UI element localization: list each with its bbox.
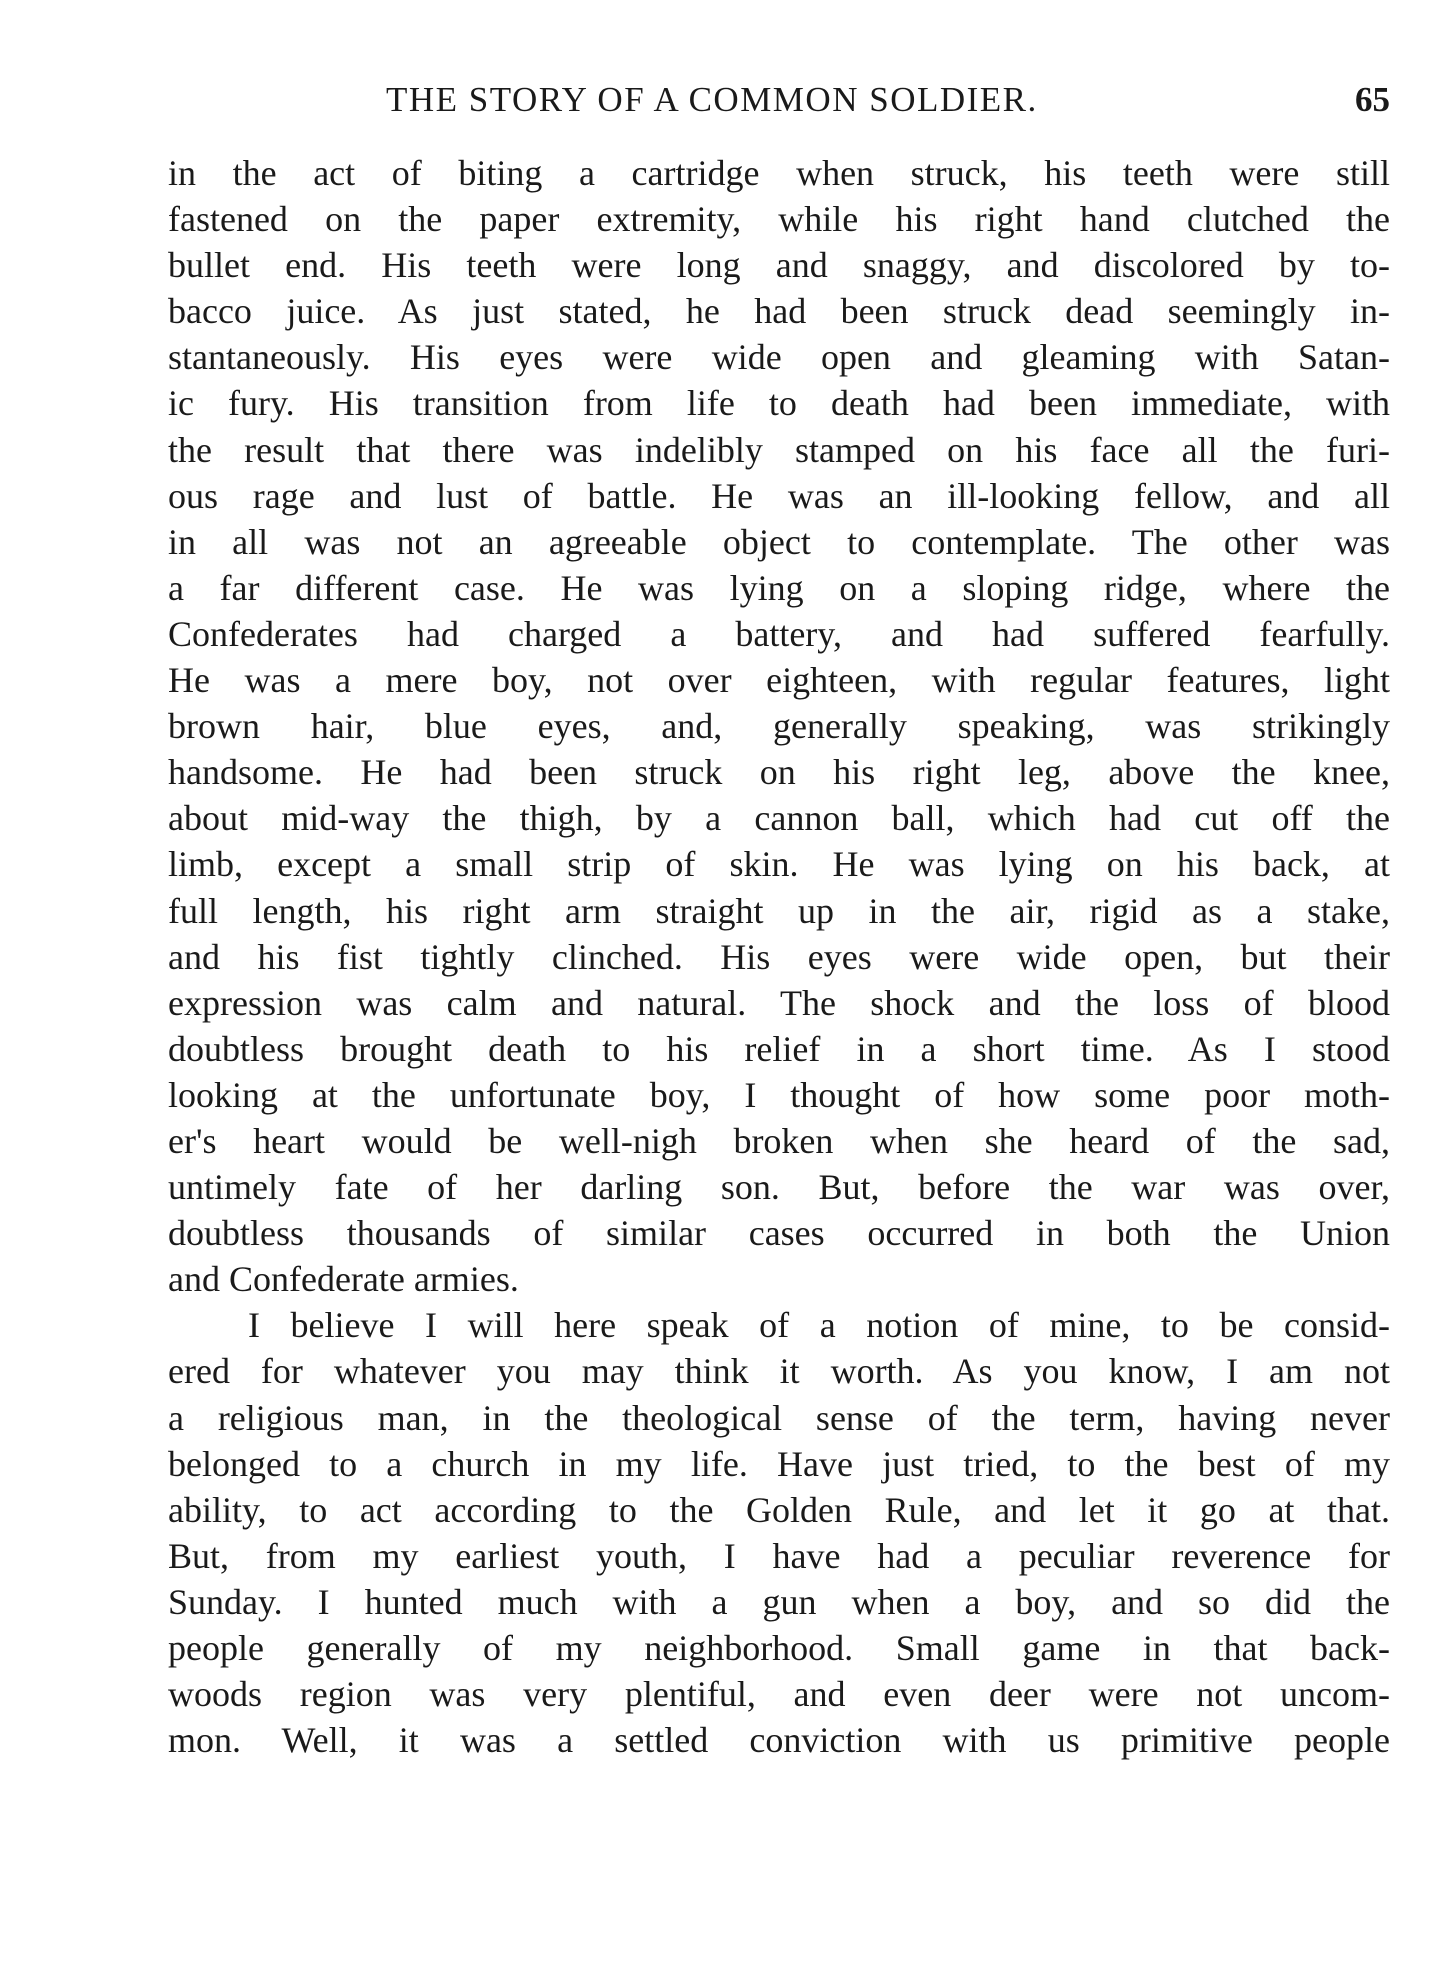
text-line: about mid-way the thigh, by a cannon ball, which had cut off the	[168, 798, 1390, 839]
text-line: er's heart would be well-nigh broken when she heard of the sad,	[168, 1120, 1390, 1161]
text-line: people generally of my neighborhood. Small game in that back-	[168, 1628, 1390, 1668]
text-line: brown hair, blue eyes, and, generally speaking, was strikingly	[168, 706, 1390, 747]
running-title: THE STORY OF A COMMON SOLDIER.	[386, 80, 1038, 119]
text-line: the result that there was indelibly stamped on his face all the furi-	[168, 429, 1390, 470]
body-text	[168, 150, 1390, 1763]
text-line: ability, to act according to the Golden Rule, and let it go at that.	[168, 1489, 1390, 1530]
text-line: in all was not an agreeable object to contemplate. The other was	[168, 521, 1390, 562]
text-line: Confederates had charged a battery, and had suffered fearfully.	[168, 613, 1390, 654]
text-line: doubtless brought death to his relief in a short time. As I stood	[168, 1028, 1390, 1069]
text-line: in the act of biting a cartridge when struck, his teeth were still	[168, 153, 1390, 193]
text-line: bullet end. His teeth were long and snaggy, and discolored by to-	[168, 245, 1390, 286]
text-line: limb, except a small strip of skin. He was lying on his back, at	[168, 844, 1390, 885]
text-line: ered for whatever you may think it worth. As you know, I am not	[168, 1351, 1390, 1392]
text-line: woods region was very plentiful, and even deer were not uncom-	[168, 1674, 1390, 1715]
text-line: expression was calm and natural. The shock and the loss of blood	[168, 982, 1390, 1023]
text-line: ic fury. His transition from life to death had been immediate, with	[168, 383, 1390, 424]
text-line: untimely fate of her darling son. But, before the war was over,	[168, 1167, 1390, 1208]
text-line: doubtless thousands of similar cases occurred in both the Union	[168, 1213, 1390, 1254]
text-line: bacco juice. As just stated, he had been struck dead seemingly in-	[168, 291, 1390, 332]
text-line: handsome. He had been struck on his right leg, above the knee,	[168, 752, 1390, 793]
page-number: 65	[1355, 80, 1390, 119]
text-line: and his fist tightly clinched. His eyes were wide open, but their	[168, 936, 1390, 977]
text-line: Sunday. I hunted much with a gun when a boy, and so did the	[168, 1581, 1390, 1622]
text-line: But, from my earliest youth, I have had a peculiar reverence for	[168, 1535, 1390, 1576]
text-line: a religious man, in the theological sense of the term, having never	[168, 1397, 1390, 1438]
text-line: full length, his right arm straight up in the air, rigid as a stake,	[168, 890, 1390, 931]
paragraph-start-line: I believe I will here speak of a notion of mine, to be consid-	[248, 1305, 1390, 1346]
text-line: looking at the unfortunate boy, I thought of how some poor moth-	[168, 1074, 1390, 1115]
text-line: mon. Well, it was a settled conviction with us primitive people	[168, 1720, 1390, 1761]
text-line: He was a mere boy, not over eighteen, with regular features, light	[168, 660, 1390, 701]
text-line: stantaneously. His eyes were wide open and gleaming with Satan-	[168, 337, 1390, 378]
text-line: a far different case. He was lying on a sloping ridge, where the	[168, 567, 1390, 608]
text-line: fastened on the paper extremity, while his right hand clutched the	[168, 199, 1390, 240]
text-line: ous rage and lust of battle. He was an ill-looking fellow, and all	[168, 475, 1390, 516]
paragraph-end-line: and Confederate armies.	[168, 1259, 519, 1300]
text-line: belonged to a church in my life. Have just tried, to the best of my	[168, 1443, 1390, 1484]
running-head	[168, 74, 1390, 126]
